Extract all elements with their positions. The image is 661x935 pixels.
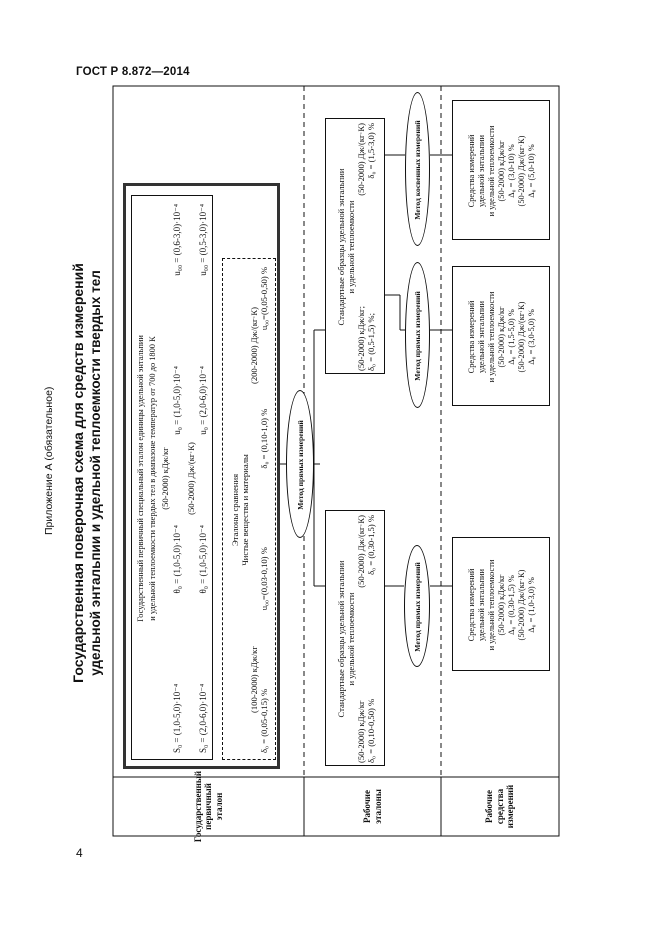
instrument-1-line: (50-2000) Дж/(кг·К) [516, 569, 526, 641]
instrument-3-line: и удельной теплоемкости [487, 125, 497, 217]
instrument-1-line: удельной энтальпии [477, 569, 487, 641]
primary-standard-row-c [198, 204, 210, 753]
instrument-3-line: Δ₀ = (5,0-10) % [526, 144, 536, 198]
ws2-values [366, 123, 376, 371]
appendix-label: Приложение А (обязательное) [43, 386, 55, 535]
primary-standard-value: u₀₀ = (0,6-3,0)·10⁻⁴ [172, 204, 183, 276]
ws2-line: и удельной теплоемкости [345, 200, 356, 294]
comparison-value: u₀₀=(0,05-0,50) % [259, 267, 270, 331]
ws1-line: Стандартные образцы удельной энтальпии [335, 560, 346, 718]
instrument-1-box [452, 537, 550, 671]
primary-standard-row-h [172, 204, 184, 753]
ws2-line: δ₀ = (0,5-1,5) %; [366, 313, 377, 371]
ws1-line: (50-2000) Дж/(кг·К) [355, 515, 366, 588]
primary-standard-value: u₀ = (1,0-5,0)·10⁻⁴ [172, 366, 183, 435]
page-number: 4 [76, 846, 83, 860]
level-primary-header [113, 770, 304, 843]
instrument-3-line: (50-2000) кДж/кг [497, 140, 507, 202]
primary-standard-value: S₀ = (1,0-5,0)·10⁻⁴ [172, 683, 183, 753]
level-working-standards-line: эталоны [372, 789, 383, 824]
instrument-2-line: удельной энтальпии [477, 301, 487, 373]
ws1-line: δ₀ = (0,30-1,5) % [366, 515, 377, 575]
comparison-standards-box [222, 258, 276, 760]
instrument-3-line: удельной энтальпии [477, 135, 487, 207]
instrument-3-line: (50-2000) Дж/(кг·К) [516, 135, 526, 207]
primary-standard-value: θ₀ = (1,0-5,0)·10⁻⁴ [172, 525, 183, 594]
method-label: Метод прямых измерений [413, 291, 423, 381]
primary-standard-box [131, 195, 213, 760]
ws2-line: Стандартные образцы удельной энтальпии [335, 168, 346, 326]
instrument-2-box [452, 266, 550, 406]
method-label: Метод прямых измерений [412, 562, 422, 652]
primary-standard-title: Государственный первичный специальный эталон единицы удельной энтальпии [136, 335, 146, 622]
instrument-3-box [452, 100, 550, 240]
instrument-1-line: Средства измерений [467, 568, 477, 642]
scheme-title-line1: Государственная поверочная схема для средств измерений [70, 263, 86, 683]
instrument-2-line: и удельной теплоемкости [487, 291, 497, 383]
ws2-line: (50-2000) кДж/кг; [355, 306, 366, 371]
instrument-2-line: Δ₀ = (3,0-5,0) % [526, 309, 536, 365]
ws1-ranges [356, 515, 366, 763]
method-pill-direct-left [404, 545, 430, 667]
method-pill-direct-top [286, 390, 314, 538]
instrument-2-line: (50-2000) Дж/(кг·К) [516, 301, 526, 373]
comparison-row [260, 267, 270, 753]
level-working-instruments-line: средства [494, 788, 505, 825]
instrument-2-line: (50-2000) кДж/кг [497, 306, 507, 368]
level-working-instruments-header [441, 777, 559, 836]
primary-standard-range-c: (50-2000) Дж/(кг·К) [185, 442, 196, 515]
level-primary-line: первичный [203, 783, 214, 830]
comparison-title: Чистые вещества и материалы [240, 454, 251, 566]
ws2-line: δ₀ = (1,5-3,0) % [366, 123, 377, 179]
primary-standard-title: и удельной теплоемкости твердых тел в диапазоне температур от 700 до 1800 К [148, 336, 158, 621]
comparison-ranges [250, 267, 260, 753]
comparison-value: u₀₀=(0,03-0,10) % [259, 547, 270, 611]
working-standard-1-box [325, 510, 385, 766]
instrument-1-line: и удельной теплоемкости [487, 559, 497, 651]
working-standard-2-box [325, 118, 385, 374]
instrument-2-line: Средства измерений [467, 300, 477, 374]
method-pill-indirect [405, 92, 430, 246]
comparison-value: δ₀ = (0,10-1,0) % [259, 408, 270, 469]
instrument-1-line: Δ₀ = (0,30-1,5) % [506, 575, 516, 635]
method-pill-direct-mid [405, 262, 430, 408]
ws2-ranges [356, 123, 366, 371]
ws1-line: (50-2000) кДж/кг [355, 700, 366, 763]
level-working-standards-header [304, 777, 441, 836]
method-label: Метод косвенных измерений [413, 120, 423, 220]
instrument-3-line: Δ₀ = (3,0-10) % [506, 144, 516, 198]
instrument-3-line: Средства измерений [467, 134, 477, 208]
comparison-range-h: (100-2000) кДж/кг [249, 646, 260, 713]
method-label: Метод прямых измерений [295, 420, 305, 510]
ws1-line: и удельной теплоемкости [345, 592, 356, 686]
primary-standard-value: u₀ = (2,0-6,0)·10⁻⁴ [198, 366, 209, 435]
primary-standard-value: S₀ = (2,0-6,0)·10⁻⁴ [198, 683, 209, 753]
ws1-line: δ₀ = (0,10-0,50) % [366, 698, 377, 763]
primary-standard-value: u₀₀ = (0,5-3,0)·10⁻⁴ [198, 204, 209, 276]
ws2-line: (50-2000) Дж/(кг·К) [355, 123, 366, 196]
comparison-range-c: (200-2000) Дж/(кг·К) [249, 307, 260, 385]
comparison-value: δ₀ = (0,05-0,15) % [259, 688, 270, 753]
level-working-instruments-line: Рабочие [484, 790, 495, 823]
level-working-instruments-line: измерений [505, 784, 516, 829]
comparison-title: Эталоны сравнения [229, 473, 240, 547]
level-working-standards-line: Рабочие [361, 790, 372, 823]
standard-number: ГОСТ Р 8.872—2014 [76, 66, 190, 78]
primary-standard-range-h: (50-2000) кДж/кг [160, 447, 170, 510]
level-primary-line: эталон [213, 792, 224, 821]
instrument-1-line: (50-2000) кДж/кг [497, 574, 507, 636]
instrument-2-line: Δ₀ = (1,5-5,0) % [506, 309, 516, 365]
ws1-values [366, 515, 376, 763]
primary-standard-value: θ₀ = (1,0-5,0)·10⁻⁴ [198, 525, 209, 594]
instrument-1-line: Δ₀ = (1,0-3,0) % [526, 577, 536, 633]
scheme-title-line2: удельной энтальпии и удельной теплоемкости твердых тел [88, 270, 103, 676]
level-primary-line: Государственный [192, 770, 203, 843]
